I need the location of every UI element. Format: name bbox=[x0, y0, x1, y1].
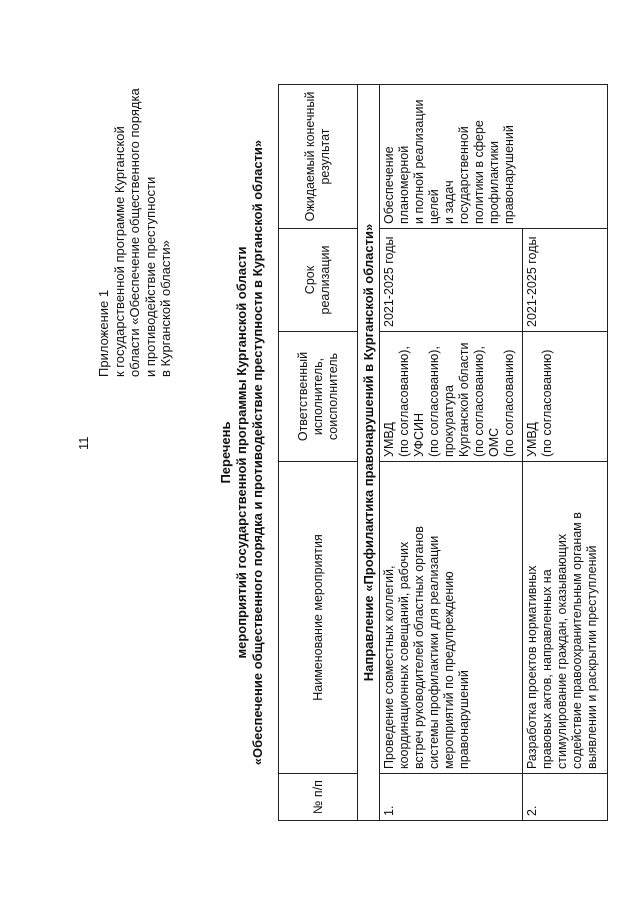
header-term: Срок реализации bbox=[279, 229, 358, 332]
table-row bbox=[380, 85, 523, 821]
page-number: 11 bbox=[76, 436, 91, 450]
cell-executor: УМВД (по согласованию), УФСИН (по согласованию), прокуратура Курганской области (по согласованию), ОМС (по согласованию) bbox=[380, 332, 523, 462]
appendix-line: Приложение 1 bbox=[96, 289, 111, 377]
cell-result: Обеспечение планомерной и полной реализации целей и задач государственной политики в сфере профилактики правонарушений bbox=[380, 85, 608, 229]
cell-name: Проведение совместных коллегий, координационных совещаний, рабочих встреч руководителей областных органов системы профилактики для реализации мероприятий по предупреждению правонарушений bbox=[380, 462, 523, 774]
header-result: Ожидаемый конечный результат bbox=[279, 85, 358, 229]
appendix-line: к государственной программе Курганской bbox=[111, 126, 127, 377]
cell-num: 1. bbox=[380, 774, 523, 821]
header-num: № п/п bbox=[279, 774, 358, 821]
appendix-note bbox=[96, 88, 174, 377]
document-title: Перечень bbox=[218, 421, 233, 484]
appendix-line: и противодействие преступности bbox=[142, 176, 158, 377]
cell-name: Разработка проектов нормативных правовых актов, направленных на стимулирование граждан, оказывающих содействие правоохранительным органам в выявлении и раскрытии преступлений bbox=[523, 462, 608, 774]
cell-executor: УМВД (по согласованию) bbox=[523, 332, 608, 462]
cell-term: 2021-2025 годы bbox=[380, 229, 523, 332]
section-row bbox=[358, 85, 380, 821]
cell-num: 2. bbox=[523, 774, 608, 821]
appendix-line: в Курганской области» bbox=[158, 240, 173, 377]
table-header-row bbox=[279, 85, 358, 821]
header-name: Наименование мероприятия bbox=[279, 462, 358, 774]
cell-term: 2021-2025 годы bbox=[523, 229, 608, 332]
document-subtitle: мероприятий государственной программы Курганской области bbox=[234, 246, 249, 659]
program-name: «Обеспечение общественного порядка и противодействие преступности в Курганской области» bbox=[250, 139, 265, 766]
section-title: Направление «Профилактика правонарушений в Курганской области» bbox=[358, 85, 380, 821]
header-executor: Ответственный исполнитель, соисполнитель bbox=[279, 332, 358, 462]
measures-table bbox=[278, 84, 608, 821]
appendix-line: области «Обеспечение общественного порядка bbox=[127, 88, 142, 377]
